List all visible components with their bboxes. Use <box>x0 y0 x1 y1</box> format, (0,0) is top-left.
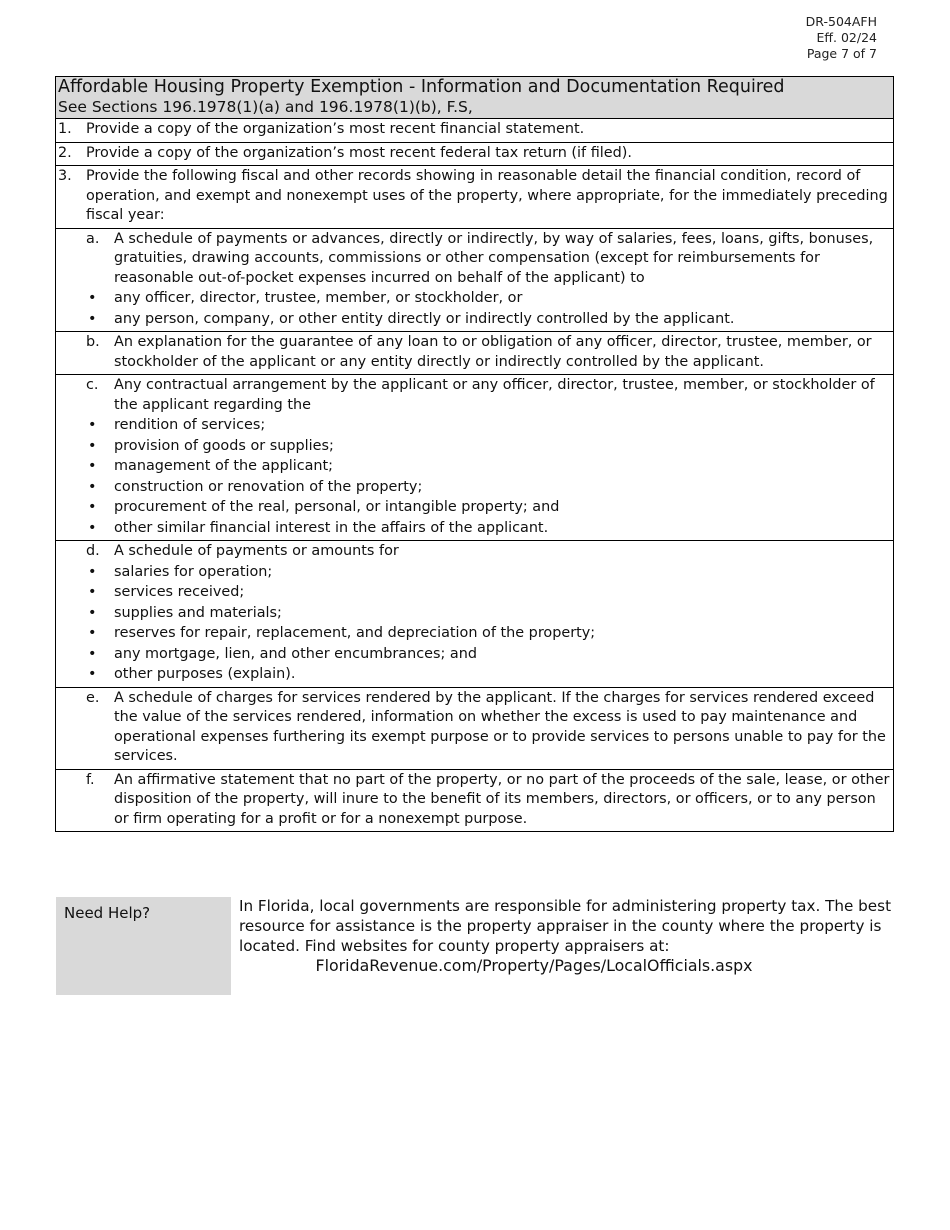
list-item: • services received; <box>58 582 891 603</box>
subitem-row-a <box>56 228 894 332</box>
requirement-row-1 <box>56 119 894 143</box>
list-item: • any person, company, or other entity directly or indirectly controlled by the applicant. <box>58 309 891 330</box>
list-item: • other similar financial interest in the affairs of the applicant. <box>58 518 891 539</box>
item-text: Provide a copy of the organization’s most recent federal tax return (if filed). <box>86 144 632 161</box>
subitem-text: A schedule of payments or amounts for <box>114 543 399 559</box>
subitem-letter: a. <box>86 230 100 247</box>
subitem-letter: b. <box>86 334 100 350</box>
bullet-icon: • <box>88 625 97 641</box>
bullet-icon: • <box>88 666 97 682</box>
item-number: 3. <box>58 168 72 184</box>
list-item: • construction or renovation of the property; <box>58 477 891 498</box>
list-item: • salaries for operation; <box>58 562 891 583</box>
requirements-table <box>55 76 894 832</box>
bullet-icon: • <box>88 290 97 306</box>
list-item: • rendition of services; <box>58 415 891 436</box>
list-item: • any mortgage, lien, and other encumbrances; and <box>58 644 891 665</box>
subitem-row-b <box>56 332 894 375</box>
help-url-link[interactable]: FloridaRevenue.com/Property/Pages/LocalOfficials.aspx <box>315 956 753 975</box>
subitem-text: An affirmative statement that no part of the property, or no part of the proceeds of the sale, lease, or other disposition of the property, will inure to the benefit of its members, directors, or officers, or to any person or firm operating for a profit or for a nonexempt purpose. <box>114 771 890 827</box>
list-item: • supplies and materials; <box>58 603 891 624</box>
subitem-text: A schedule of charges for services rendered by the applicant. If the charges for services rendered exceed the value of the services rendered, information on whether the excess is used to pay maintenance and operational expenses furthering its exempt purpose or to provide services to persons unable to pay for the services. <box>114 689 886 764</box>
list-item: • management of the applicant; <box>58 456 891 477</box>
need-help-box <box>56 897 231 995</box>
subitem-text: Any contractual arrangement by the applicant or any officer, director, trustee, member, or stockholder of the applicant regarding the <box>114 377 875 413</box>
list-item: • other purposes (explain). <box>58 664 891 685</box>
subitem-row-f <box>56 769 894 832</box>
subitem-text: An explanation for the guarantee of any loan to or obligation of any officer, director, trustee, member, or stockholder of the applicant or any entity directly or indirectly controlled by the applicant. <box>114 334 872 370</box>
subitem-row-e <box>56 687 894 769</box>
need-help-label: Need Help? <box>64 904 151 922</box>
list-item: • any officer, director, trustee, member, or stockholder, or <box>58 288 891 309</box>
bullet-icon: • <box>88 310 97 327</box>
list-item: • procurement of the real, personal, or intangible property; and <box>58 497 891 518</box>
item-number: 1. <box>58 121 72 137</box>
list-item: • reserves for repair, replacement, and depreciation of the property; <box>58 623 891 644</box>
page-number: Page 7 of 7 <box>806 46 877 61</box>
subitem-letter: f. <box>86 771 95 788</box>
table-subtitle: See Sections 196.1978(1)(a) and 196.1978(1)(b), F.S, <box>58 98 473 116</box>
bullet-list <box>58 415 891 538</box>
item-number: 2. <box>58 144 72 161</box>
bullet-icon: • <box>88 645 97 662</box>
table-title-cell <box>56 77 894 119</box>
subitem-letter: e. <box>86 689 100 706</box>
bullet-icon: • <box>88 458 97 474</box>
bullet-list <box>58 288 891 329</box>
item-text: Provide the following fiscal and other records showing in reasonable detail the financial condition, record of operation, and exempt and nonexempt uses of the property, where appropriate, for the immediately preceding fiscal year: <box>86 168 888 223</box>
requirement-row-2 <box>56 142 894 166</box>
subitem-row-d <box>56 541 894 688</box>
bullet-list <box>58 562 891 685</box>
requirement-row-3 <box>56 166 894 229</box>
bullet-icon: • <box>88 519 97 536</box>
table-title: Affordable Housing Property Exemption - Information and Documentation Required <box>58 77 785 97</box>
form-number: DR-504AFH <box>805 14 877 29</box>
bullet-icon: • <box>88 417 97 433</box>
subitem-text: A schedule of payments or advances, directly or indirectly, by way of salaries, fees, loans, gifts, bonuses, gratuities, drawing accounts, commissions or other compensation (except for reimbursements for reasonable out-of-pocket expenses incurred on behalf of the applicant) to <box>114 230 874 286</box>
bullet-icon: • <box>88 563 97 580</box>
subitem-row-c <box>56 375 894 541</box>
form-header <box>806 14 877 62</box>
help-text: In Florida, local governments are responsible for administering property tax. The best resource for assistance is the property appraiser in the county where the property is located. Find websites for county property appraisers at: <box>239 897 892 955</box>
bullet-icon: • <box>88 478 97 495</box>
bullet-icon: • <box>88 604 97 621</box>
help-text-block <box>239 896 894 976</box>
effective-date: Eff. 02/24 <box>816 30 877 45</box>
bullet-icon: • <box>88 584 97 600</box>
bullet-icon: • <box>88 437 97 454</box>
bullet-icon: • <box>88 499 97 515</box>
subitem-letter: c. <box>86 377 99 393</box>
subitem-letter: d. <box>86 543 100 559</box>
item-text: Provide a copy of the organization’s most recent financial statement. <box>86 121 585 137</box>
list-item: • provision of goods or supplies; <box>58 436 891 457</box>
